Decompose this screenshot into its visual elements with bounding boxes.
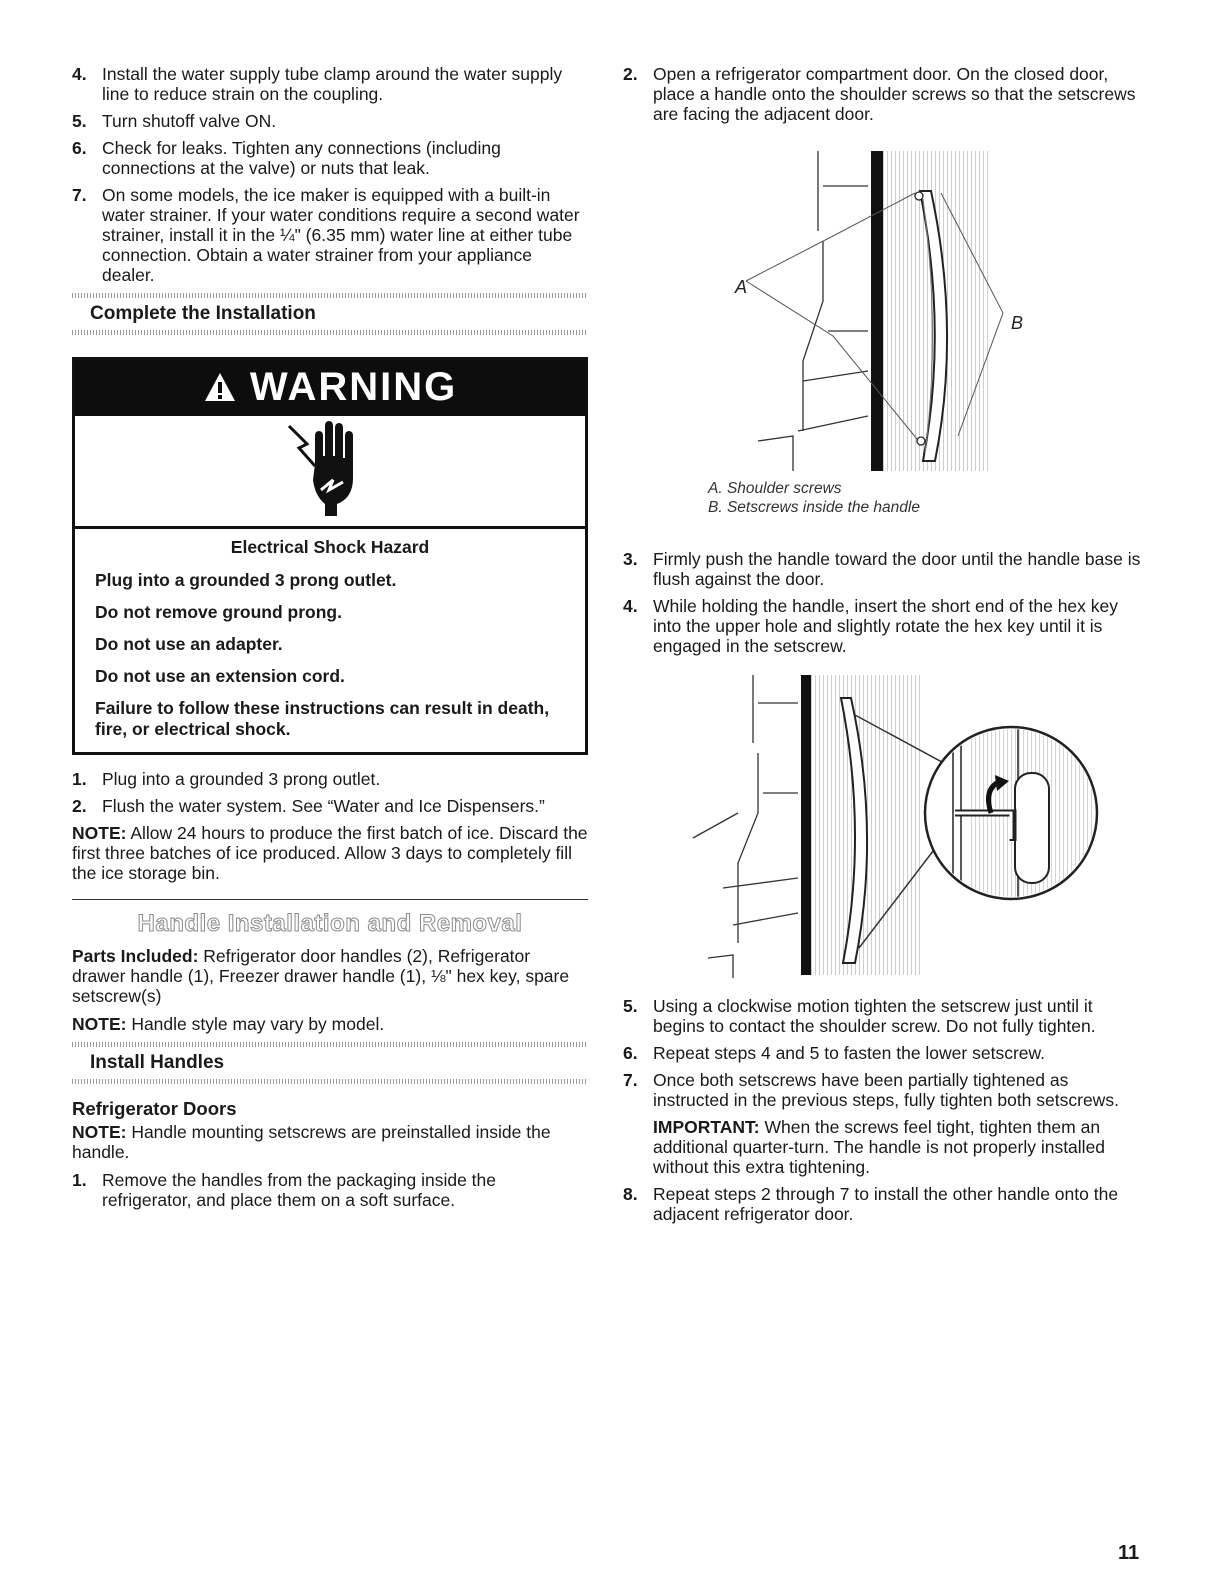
step-item: 8. Repeat steps 2 through 7 to install the other handle onto the adjacent refrigerator door. bbox=[623, 1184, 1119, 1224]
step-item: 2. Flush the water system. See “Water and Ice Dispensers.” bbox=[72, 796, 545, 816]
step-list-mid bbox=[623, 549, 1143, 656]
install-handles-heading: Install Handles bbox=[72, 1042, 588, 1084]
warning-line: Do not use an adapter. bbox=[95, 634, 283, 654]
label-a: A bbox=[735, 277, 748, 297]
step-item: 7. On some models, the ice maker is equipped with a built-in water strainer. If your water conditions require a second water strainer, install it in the ¼" (6.35 mm) water line at either tube connection. Obtain a water strainer from your appliance dealer. bbox=[72, 185, 580, 285]
step-item: 6. Check for leaks. Tighten any connections (including connections at the valve) or nuts that leak. bbox=[72, 138, 501, 178]
page-number: 11 bbox=[1118, 1542, 1140, 1564]
caption-setscrews: B. Setscrews inside the handle bbox=[708, 499, 920, 516]
complete-installation-heading: Complete the Installation bbox=[72, 293, 588, 335]
warning-box bbox=[72, 357, 588, 755]
step-item: 7. Once both setscrews have been partially tightened as instructed in the previous steps, fully tighten both setscrews. bbox=[623, 1070, 1119, 1110]
warning-line: Do not remove ground prong. bbox=[95, 602, 342, 622]
refrigerator-doors-heading: Refrigerator Doors bbox=[72, 1098, 237, 1119]
note-ice: NOTE: Allow 24 hours to produce the first batch of ice. Discard the first three batches of ice produced. Allow 3 days to completely fill the ice storage bin. bbox=[72, 823, 588, 883]
step-list-bottom bbox=[623, 996, 1143, 1224]
step-item: 5. Turn shutoff valve ON. bbox=[72, 111, 277, 131]
note-setscrews: NOTE: Handle mounting setscrews are preinstalled inside the handle. bbox=[72, 1122, 551, 1162]
right-column bbox=[623, 64, 1143, 1231]
warning-title: WARNING bbox=[249, 365, 458, 409]
section-title: Handle Installation and Removal bbox=[137, 910, 523, 937]
warning-triangle-icon bbox=[203, 365, 250, 409]
step-item: 5. Using a clockwise motion tighten the setscrew just until it begins to contact the shoulder screw. Do not fully tighten. bbox=[623, 996, 1096, 1036]
caption-shoulder-screws: A. Shoulder screws bbox=[708, 480, 842, 497]
left-column bbox=[72, 64, 588, 1217]
label-b: B bbox=[1011, 313, 1024, 333]
step-list-water bbox=[72, 64, 588, 285]
hazard-title: Electrical Shock Hazard bbox=[230, 537, 430, 557]
step-list-complete bbox=[72, 769, 588, 816]
step-item: 6. Repeat steps 4 and 5 to fasten the lower setscrew. bbox=[623, 1043, 1046, 1063]
note-style: NOTE: Handle style may vary by model. bbox=[72, 1014, 385, 1034]
parts-included: Parts Included: Refrigerator door handles (2), Refrigerator drawer handle (1), Freezer drawer handle (1), ⅛" hex key, spare setscrew(s) bbox=[72, 946, 570, 1006]
step-item: 1. Remove the handles from the packaging inside the refrigerator, and place them on a soft surface. bbox=[72, 1170, 496, 1210]
step-item: 2. Open a refrigerator compartment door. On the closed door, place a handle onto the shoulder screws so that the setscrews are facing the adjacent door. bbox=[623, 64, 1136, 124]
hex-key-figure bbox=[623, 663, 1143, 988]
warning-line: Plug into a grounded 3 prong outlet. bbox=[95, 570, 397, 590]
warning-header bbox=[75, 360, 585, 416]
step-item: 4. Install the water supply tube clamp around the water supply line to reduce strain on the coupling. bbox=[72, 64, 563, 104]
handle-diagram-1 bbox=[623, 131, 1143, 476]
handle-shoulder-screws-figure bbox=[623, 131, 1143, 531]
step-item: 4. While holding the handle, insert the short end of the hex key into the upper hole and slightly rotate the hex key until it is engaged in the setscrew. bbox=[623, 596, 1119, 656]
warning-body bbox=[75, 529, 585, 752]
section-divider bbox=[72, 899, 588, 900]
step-item: 1. Plug into a grounded 3 prong outlet. bbox=[72, 769, 381, 789]
warning-line: Do not use an extension cord. bbox=[95, 666, 345, 686]
step-item: 3. Firmly push the handle toward the door until the handle base is flush against the door. bbox=[623, 549, 1141, 589]
important-note: IMPORTANT: When the screws feel tight, tighten them an additional quarter-turn. The handle is not properly installed without this extra tightening. bbox=[653, 1117, 1106, 1177]
warning-line: Failure to follow these instructions can result in death, fire, or electrical shock. bbox=[95, 698, 550, 739]
handle-diagram-2 bbox=[623, 663, 1143, 983]
shock-hazard-icon bbox=[75, 416, 585, 529]
